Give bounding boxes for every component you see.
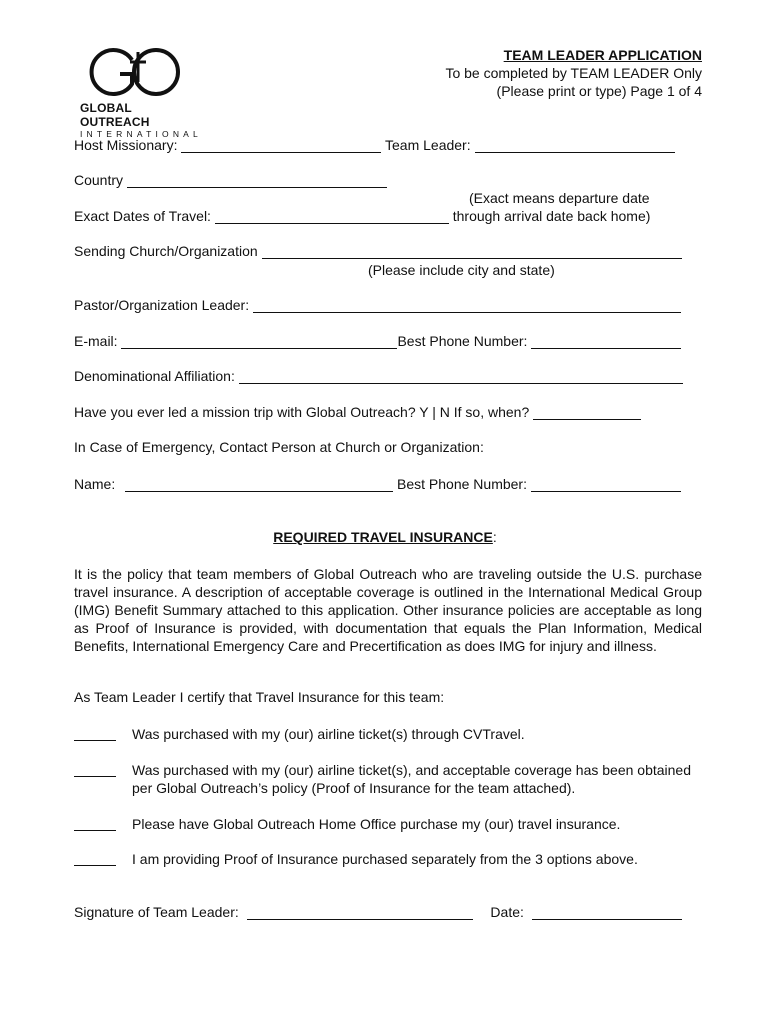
country-field[interactable] bbox=[127, 173, 387, 188]
sending-church-row bbox=[74, 243, 682, 259]
insurance-section-title bbox=[0, 529, 770, 545]
country-label: Country bbox=[74, 172, 124, 188]
pastor-field[interactable] bbox=[253, 298, 681, 313]
email-label: E-mail: bbox=[74, 333, 118, 349]
host-missionary-field[interactable] bbox=[181, 138, 381, 153]
pastor-label: Pastor/Organization Leader: bbox=[74, 297, 250, 313]
denomination-field[interactable] bbox=[239, 369, 683, 384]
emergency-name-row bbox=[74, 476, 681, 492]
best-phone-field[interactable] bbox=[531, 334, 681, 349]
emergency-contact-heading: In Case of Emergency, Contact Person at Church or Organization: bbox=[74, 439, 484, 455]
city-state-note: (Please include city and state) bbox=[368, 262, 555, 278]
global-outreach-logo bbox=[80, 46, 202, 139]
sending-church-label: Sending Church/Organization bbox=[74, 243, 258, 259]
signature-field[interactable] bbox=[247, 905, 473, 920]
mission-trip-when-field[interactable] bbox=[533, 405, 641, 420]
form-header bbox=[445, 46, 702, 100]
option-1-checkbox-line[interactable] bbox=[74, 726, 116, 741]
sending-church-field[interactable] bbox=[262, 244, 682, 259]
certify-statement: As Team Leader I certify that Travel Insurance for this team: bbox=[74, 689, 445, 705]
emergency-phone-field[interactable] bbox=[531, 477, 681, 492]
mission-trip-row bbox=[74, 404, 641, 420]
form-title: TEAM LEADER APPLICATION bbox=[503, 47, 702, 63]
exact-dates-field[interactable] bbox=[215, 209, 449, 224]
mission-trip-question: Have you ever led a mission trip with Global Outreach? Y | N If so, when? bbox=[74, 404, 530, 420]
emergency-phone-label: Best Phone Number: bbox=[397, 476, 527, 492]
host-missionary-label: Host Missionary: bbox=[74, 137, 178, 153]
exact-dates-note-2: through arrival date back home) bbox=[452, 208, 651, 224]
date-field[interactable] bbox=[532, 905, 682, 920]
email-field[interactable] bbox=[121, 334, 397, 349]
go-logo-mark-icon bbox=[80, 46, 198, 98]
option-4-checkbox-line[interactable] bbox=[74, 851, 116, 866]
signature-row bbox=[74, 904, 682, 920]
best-phone-label: Best Phone Number: bbox=[397, 333, 528, 349]
option-2-checkbox-line[interactable] bbox=[74, 762, 116, 777]
option-3-text: Please have Global Outreach Home Office purchase my (our) travel insurance. bbox=[132, 816, 621, 832]
option-4-text: I am providing Proof of Insurance purchased separately from the 3 options above. bbox=[132, 851, 638, 867]
pastor-row bbox=[74, 297, 681, 313]
insurance-title-colon: : bbox=[492, 529, 497, 545]
form-page-info: (Please print or type) Page 1 of 4 bbox=[496, 83, 702, 99]
date-label: Date: bbox=[490, 904, 524, 920]
team-leader-label: Team Leader: bbox=[385, 137, 471, 153]
emergency-name-field[interactable] bbox=[125, 477, 393, 492]
email-row bbox=[74, 333, 681, 349]
option-2-text: Was purchased with my (our) airline ticket(s), and acceptable coverage has been obtained per Global Outreach’s policy (Proof of Insurance for the team attached). bbox=[132, 762, 691, 796]
exact-dates-row bbox=[74, 208, 650, 224]
country-row bbox=[74, 172, 387, 188]
option-1-text: Was purchased with my (our) airline ticket(s) through CVTravel. bbox=[132, 726, 525, 742]
logo-name: GLOBAL OUTREACH bbox=[80, 101, 150, 129]
insurance-title-text: REQUIRED TRAVEL INSURANCE bbox=[273, 529, 493, 545]
team-leader-field[interactable] bbox=[475, 138, 675, 153]
form-instructions: To be completed by TEAM LEADER Only bbox=[445, 65, 702, 81]
host-missionary-row bbox=[74, 137, 675, 153]
insurance-policy-paragraph: It is the policy that team members of Global Outreach who are traveling outside the U.S. purchase travel insurance. A description of acceptable coverage is outlined in the International Medical Group (IMG) Benefit Summary attached to this application. Other insurance policies are acceptable as long as Proof of Insurance is provided, with documentation that equals the Plan Information, Medical Benefits, International Emergency Care and Precertification as does IMG for injury and illness. bbox=[74, 566, 702, 654]
exact-dates-note-1: (Exact means departure date bbox=[469, 190, 650, 206]
logo-subtitle: INTERNATIONAL bbox=[80, 129, 202, 139]
signature-label: Signature of Team Leader: bbox=[74, 904, 239, 920]
emergency-name-label: Name: bbox=[74, 476, 116, 492]
option-3-checkbox-line[interactable] bbox=[74, 816, 116, 831]
exact-dates-label: Exact Dates of Travel: bbox=[74, 208, 211, 224]
denomination-row bbox=[74, 368, 683, 384]
denomination-label: Denominational Affiliation: bbox=[74, 368, 235, 384]
